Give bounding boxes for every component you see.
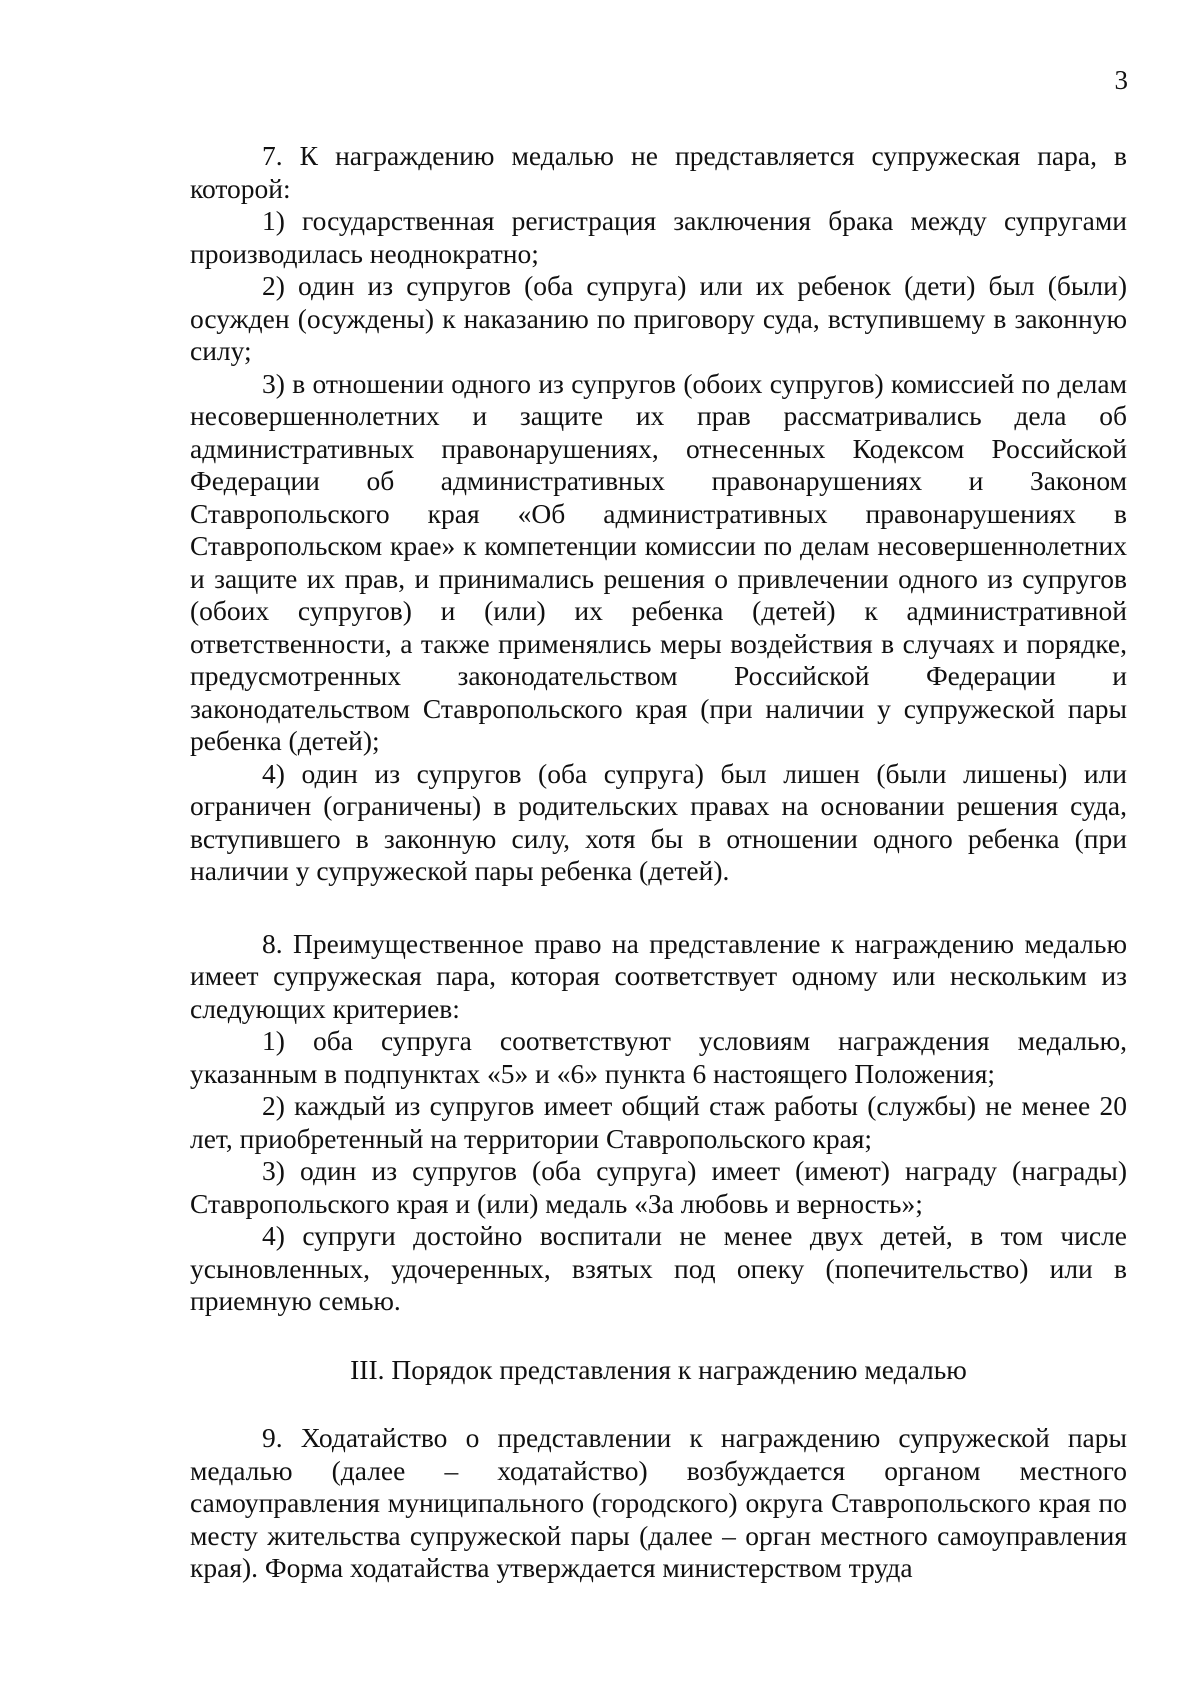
section-heading: III. Порядок представления к награждению медалью (350, 1353, 967, 1385)
paragraph-7-item-4: 4) один из супругов (оба супруга) был лишен (были лишены) или ограничен (ограничены) в родительских правах на основании решения суда, вступившего в законную силу, хотя бы в отношении одного ребенка (при наличии у супружеской пары ребенка (детей). (190, 757, 1127, 886)
paragraph-7: 7. К награждению медалью не представляется супружеская пара, в которой: (190, 140, 1127, 204)
paragraph-8-item-1: 1) оба супруга соответствуют условиям награждения медалью, указанным в подпунктах «5» и «6» пункта 6 настоящего Положения; (190, 1025, 1127, 1089)
document-body (190, 140, 1127, 1585)
page-number: 3 (1114, 65, 1128, 95)
paragraph-8: 8. Преимущественное право на представление к награждению медалью имеет супружеская пара, которая соответствует одному или нескольким из следующих критериев: (190, 927, 1127, 1024)
paragraph-8-item-2: 2) каждый из супругов имеет общий стаж работы (службы) не менее 20 лет, приобретенный на территории Ставропольского края; (190, 1090, 1127, 1154)
paragraph-7-item-1: 1) государственная регистрация заключения брака между супругами производилась неоднократно; (190, 205, 1127, 269)
paragraph-9: 9. Ходатайство о представлении к награждению супружеской пары медалью (далее – ходатайство) возбуждается органом местного самоуправления муниципального (городского) округа Ставропольского края по месту жительства супружеской пары (далее – орган местного самоуправления края). Форма ходатайства утверждается министерством труда (190, 1422, 1127, 1583)
paragraph-7-item-2: 2) один из супругов (оба супруга) или их ребенок (дети) был (были) осужден (осуждены) к наказанию по приговору суда, вступившему в законную силу; (190, 270, 1127, 366)
paragraph-8-item-4: 4) супруги достойно воспитали не менее двух детей, в том числе усыновленных, удочеренных, взятых под опеку (попечительство) или в приемную семью. (190, 1220, 1127, 1316)
paragraph-7-item-3: 3) в отношении одного из супругов (обоих супругов) комиссией по делам несовершеннолетних и защите их прав рассматривались дела об административных правонарушениях, отнесенных Кодексом Российской Федерации об административных правонарушениях и Законом Ставропольского края «Об административных правонарушениях в Ставропольском крае» к компетенции комиссии по делам несовершеннолетних и защите их прав, и принимались решения о привлечении одного из супругов (обоих супругов) и (или) их ребенка (детей) к административной ответственности, а также применялись меры воздействия в случаях и порядке, предусмотренных законодательством Российской Федерации и законодательством Ставропольского края (при наличии у супружеской пары ребенка (детей); (190, 367, 1127, 756)
paragraph-8-item-3: 3) один из супругов (оба супруга) имеет (имеют) награду (награды) Ставропольского края и (или) медаль «За любовь и верность»; (190, 1155, 1127, 1219)
